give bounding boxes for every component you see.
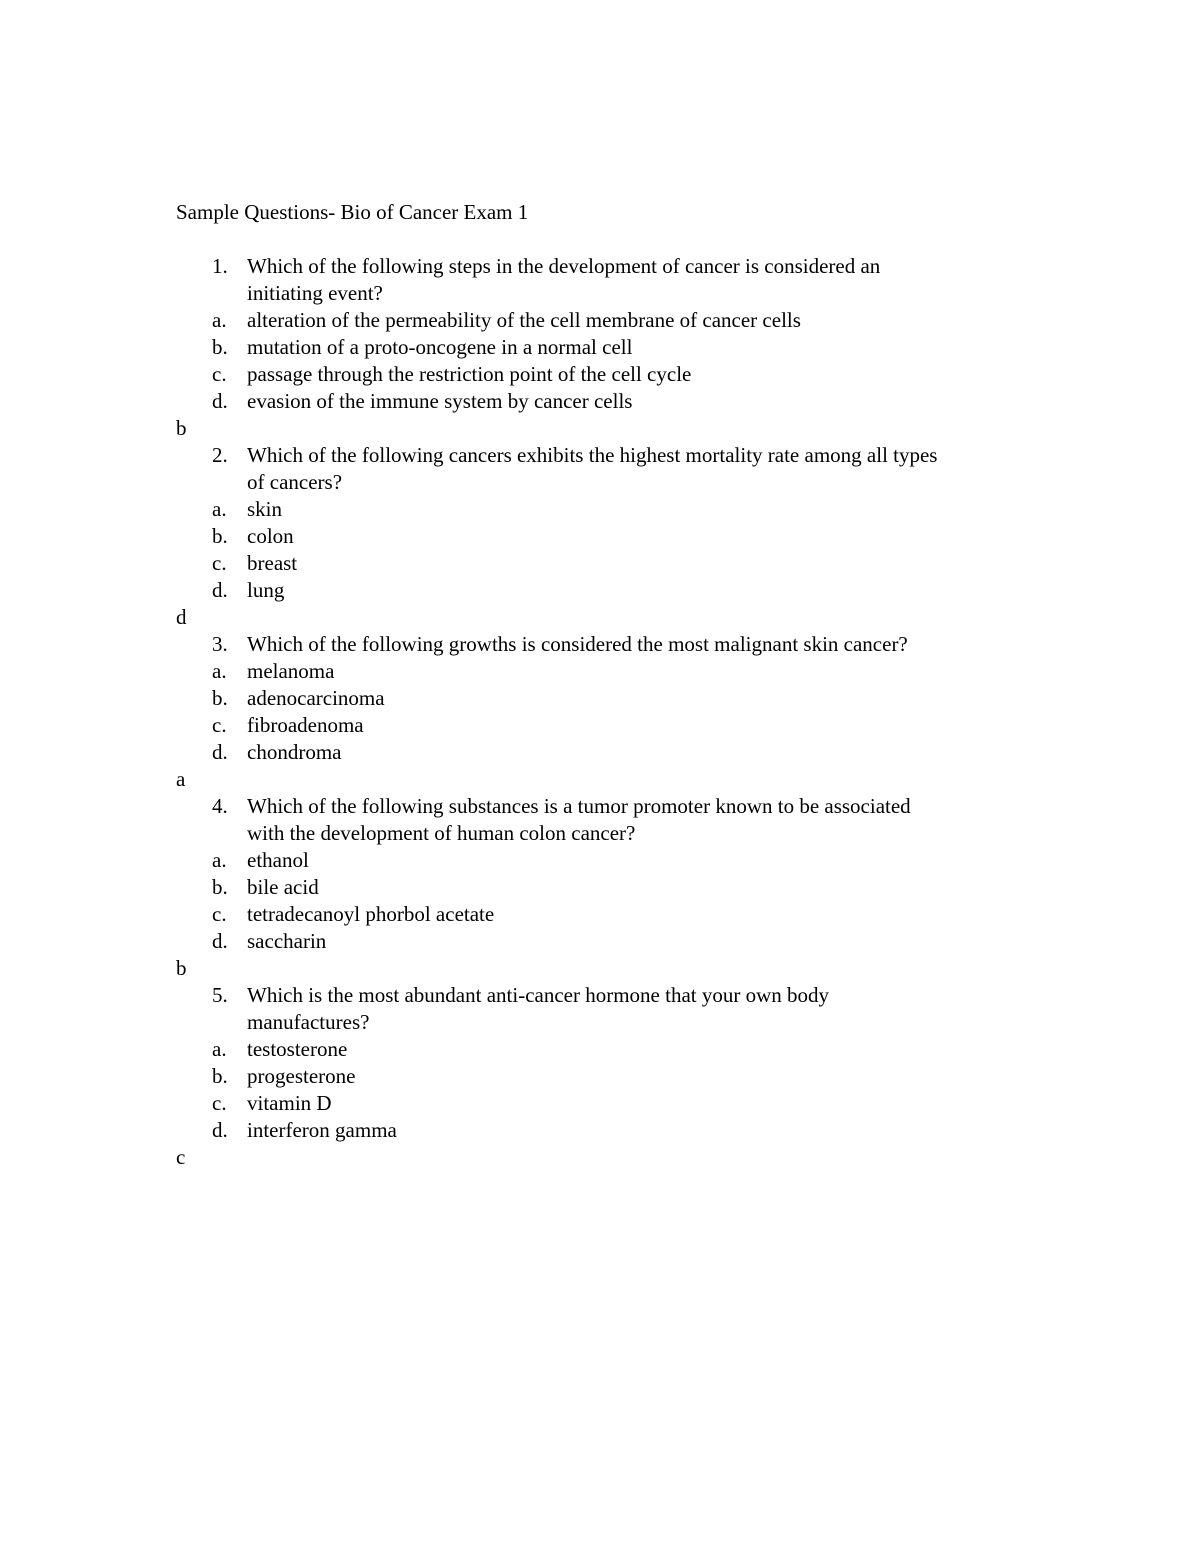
option-text: vitamin D [247,1091,332,1115]
option-letter: a. [212,848,227,872]
answer-option [176,1090,1056,1117]
question-line [176,793,1056,820]
option-letter: b. [212,686,228,710]
question-text: initiating event? [247,281,383,305]
answer-key-line [176,766,1056,793]
option-letter: b. [212,335,228,359]
answer-option [176,388,1056,415]
option-text: passage through the restriction point of the cell cycle [247,362,692,386]
option-text: breast [247,551,298,575]
question-line [176,253,1056,280]
option-text: progesterone [247,1064,356,1088]
option-letter: b. [212,1064,228,1088]
answer-key-line [176,955,1056,982]
option-text: bile acid [247,875,319,899]
option-letter: a. [212,497,227,521]
question-line [176,820,1056,847]
question-text: Which of the following substances is a tumor promoter known to be associated [247,794,911,818]
question-number: 4. [212,794,228,818]
answer-option [176,307,1056,334]
answer-option [176,1117,1056,1144]
answer-option [176,739,1056,766]
option-letter: c. [212,551,227,575]
answer-key: a [176,767,186,791]
option-letter: d. [212,1118,228,1142]
option-text: testosterone [247,1037,348,1061]
option-text: ethanol [247,848,309,872]
answer-option [176,847,1056,874]
option-letter: c. [212,1091,227,1115]
question-number: 5. [212,983,228,1007]
option-text: alteration of the permeability of the cell membrane of cancer cells [247,308,801,332]
option-letter: c. [212,902,227,926]
question-line [176,280,1056,307]
option-letter: a. [212,308,227,332]
option-letter: c. [212,713,227,737]
question-block [176,442,1056,631]
answer-option [176,658,1056,685]
answer-key-line [176,604,1056,631]
option-text: interferon gamma [247,1118,397,1142]
answer-option [176,361,1056,388]
question-block [176,631,1056,793]
option-letter: a. [212,659,227,683]
question-text: Which of the following steps in the development of cancer is considered an [247,254,881,278]
option-letter: d. [212,389,228,413]
question-text: manufactures? [247,1010,370,1034]
document-title: Sample Questions- Bio of Cancer Exam 1 [176,200,529,224]
option-text: mutation of a proto-oncogene in a normal cell [247,335,633,359]
question-number: 2. [212,443,228,467]
answer-option [176,550,1056,577]
answer-option [176,901,1056,928]
question-line [176,631,1056,658]
option-letter: d. [212,578,228,602]
option-text: lung [247,578,285,602]
answer-key: c [176,1145,186,1169]
option-letter: c. [212,362,227,386]
answer-option [176,712,1056,739]
option-letter: b. [212,524,228,548]
answer-option [176,1063,1056,1090]
answer-option [176,523,1056,550]
option-text: tetradecanoyl phorbol acetate [247,902,495,926]
answer-key: b [176,956,187,980]
option-letter: b. [212,875,228,899]
question-text: Which is the most abundant anti-cancer hormone that your own body [247,983,830,1007]
answer-key-line [176,415,1056,442]
question-line [176,469,1056,496]
question-block [176,793,1056,982]
question-line [176,442,1056,469]
option-text: saccharin [247,929,327,953]
option-letter: d. [212,740,228,764]
answer-option [176,1036,1056,1063]
question-text: Which of the following cancers exhibits the highest mortality rate among all types [247,443,938,467]
question-block [176,253,1056,442]
answer-key-line [176,1144,1056,1171]
option-letter: d. [212,929,228,953]
option-text: chondroma [247,740,342,764]
option-text: evasion of the immune system by cancer cells [247,389,633,413]
option-text: skin [247,497,283,521]
answer-option [176,874,1056,901]
answer-key: b [176,416,187,440]
question-number: 3. [212,632,228,656]
answer-option [176,928,1056,955]
option-letter: a. [212,1037,227,1061]
answer-key: d [176,605,187,629]
option-text: melanoma [247,659,335,683]
answer-option [176,334,1056,361]
question-text: Which of the following growths is considered the most malignant skin cancer? [247,632,908,656]
option-text: fibroadenoma [247,713,364,737]
question-text: of cancers? [247,470,343,494]
question-list [176,253,1056,1171]
answer-option [176,685,1056,712]
question-line [176,982,1056,1009]
question-text: with the development of human colon cancer? [247,821,636,845]
question-block [176,982,1056,1171]
question-line [176,1009,1056,1036]
answer-option [176,496,1056,523]
question-number: 1. [212,254,228,278]
option-text: adenocarcinoma [247,686,385,710]
answer-option [176,577,1056,604]
option-text: colon [247,524,294,548]
